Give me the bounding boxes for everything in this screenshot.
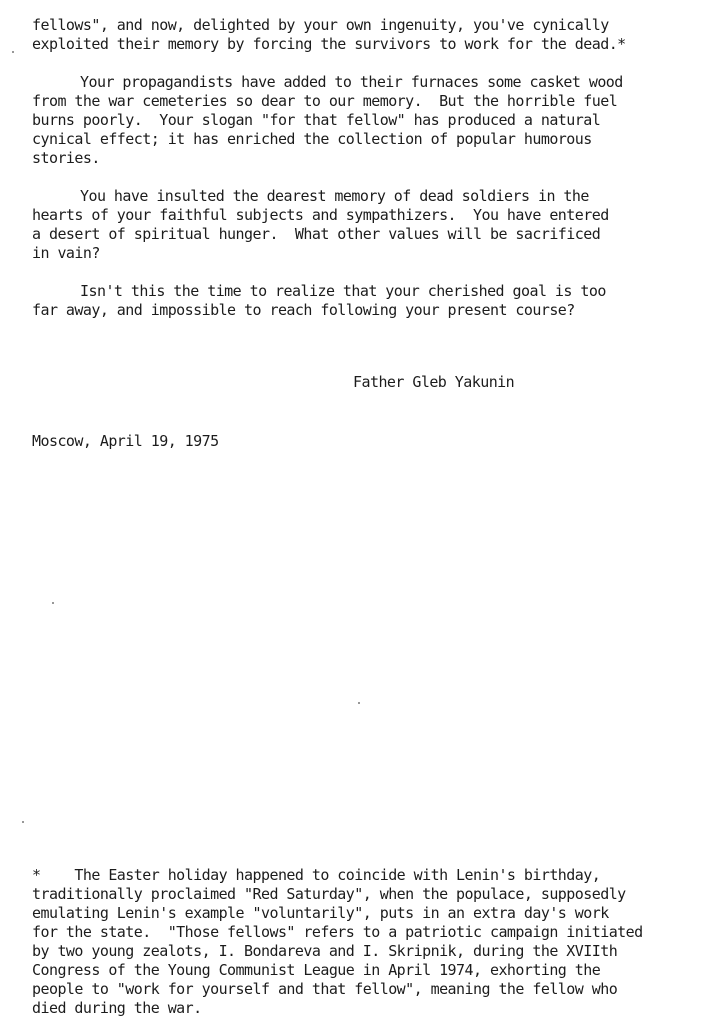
paragraph-2-line-1: Your propagandists have added to their furnaces some casket wood — [80, 73, 623, 91]
paragraph-1-line-2: exploited their memory by forcing the survivors to work for the dead.* — [32, 35, 626, 53]
paragraph-2-line-2: from the war cemeteries so dear to our memory. But the horrible fuel — [32, 92, 618, 110]
paragraph-2-line-4: cynical effect; it has enriched the collection of popular humorous — [32, 130, 592, 148]
paragraph-4-line-2: far away, and impossible to reach following your present course? — [32, 301, 575, 319]
paragraph-4-line-1: Isn't this the time to realize that your cherished goal is too — [80, 282, 606, 300]
scan-speck — [12, 51, 14, 53]
paragraph-3-line-1: You have insulted the dearest memory of dead soldiers in the — [80, 187, 589, 205]
paragraph-3-line-4: in vain? — [32, 244, 100, 262]
scan-speck — [358, 702, 360, 704]
footnote-line-8: died during the war. — [32, 999, 202, 1017]
footnote-line-4: for the state. "Those fellows" refers to a patriotic campaign initiated — [32, 923, 643, 941]
footnote-line-5: by two young zealots, I. Bondareva and I. Skripnik, during the XVIIth — [32, 942, 618, 960]
scan-speck — [52, 602, 54, 604]
paragraph-3-line-3: a desert of spiritual hunger. What other values will be sacrificed — [32, 225, 601, 243]
footnote-line-3: emulating Lenin's example "voluntarily", puts in an extra day's work — [32, 904, 609, 922]
footnote-line-2: traditionally proclaimed "Red Saturday", when the populace, supposedly — [32, 885, 626, 903]
paragraph-2-line-3: burns poorly. Your slogan "for that fellow" has produced a natural — [32, 111, 601, 129]
scan-speck — [22, 821, 24, 823]
signature: Father Gleb Yakunin — [353, 373, 515, 391]
place-date: Moscow, April 19, 1975 — [32, 432, 219, 450]
footnote-line-6: Congress of the Young Communist League in April 1974, exhorting the — [32, 961, 601, 979]
footnote-line-7: people to "work for yourself and that fellow", meaning the fellow who — [32, 980, 618, 998]
paragraph-1-line-1: fellows", and now, delighted by your own ingenuity, you've cynically — [32, 16, 609, 34]
paragraph-3-line-2: hearts of your faithful subjects and sympathizers. You have entered — [32, 206, 609, 224]
footnote-line-1: * The Easter holiday happened to coincide with Lenin's birthday, — [32, 866, 601, 884]
paragraph-2-line-5: stories. — [32, 149, 100, 167]
